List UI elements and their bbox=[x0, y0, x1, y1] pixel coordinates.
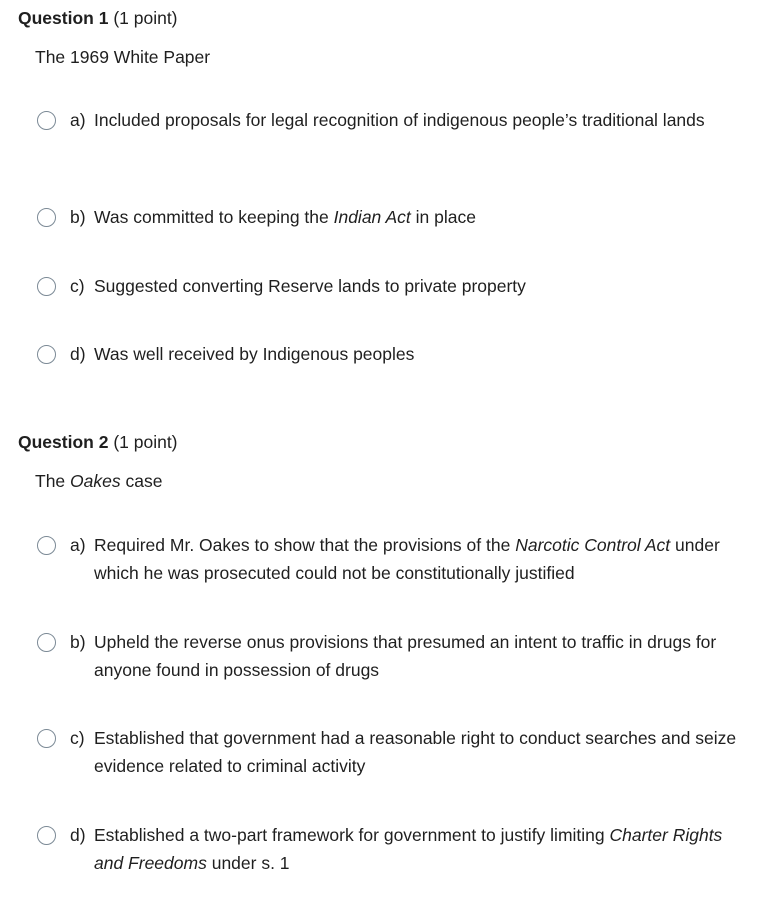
radio-button[interactable] bbox=[37, 826, 56, 845]
option-letter: c) bbox=[70, 728, 85, 748]
question-header bbox=[18, 431, 178, 453]
option-text: Was committed to keeping the Indian Act in place bbox=[94, 207, 476, 227]
option-letter: a) bbox=[70, 535, 86, 555]
question-points: (1 point) bbox=[113, 8, 178, 28]
option-text: Suggested converting Reserve lands to private property bbox=[94, 276, 526, 296]
option-b[interactable] bbox=[37, 207, 752, 231]
option-b[interactable] bbox=[37, 632, 752, 684]
option-letter: b) bbox=[70, 632, 86, 652]
option-text: Included proposals for legal recognition of indigenous people’s traditional lands bbox=[94, 110, 705, 130]
radio-button[interactable] bbox=[37, 345, 56, 364]
question-header bbox=[18, 7, 178, 29]
option-text: Established a two-part framework for government to justify limiting Charter Rights and Freedoms under s. 1 bbox=[94, 825, 723, 873]
option-a[interactable] bbox=[37, 535, 752, 587]
radio-button[interactable] bbox=[37, 633, 56, 652]
option-letter: a) bbox=[70, 110, 86, 130]
question-points: (1 point) bbox=[113, 432, 178, 452]
option-text: Upheld the reverse onus provisions that presumed an intent to traffic in drugs for anyone found in possession of drugs bbox=[94, 632, 717, 680]
radio-button[interactable] bbox=[37, 729, 56, 748]
option-c[interactable] bbox=[37, 276, 752, 300]
option-letter: d) bbox=[70, 825, 86, 845]
radio-button[interactable] bbox=[37, 536, 56, 555]
option-c[interactable] bbox=[37, 728, 752, 780]
option-a[interactable] bbox=[37, 110, 752, 134]
radio-button[interactable] bbox=[37, 111, 56, 130]
option-text: Was well received by Indigenous peoples bbox=[94, 344, 415, 364]
question-title: Question 1 bbox=[18, 8, 109, 28]
radio-button[interactable] bbox=[37, 208, 56, 227]
question-title: Question 2 bbox=[18, 432, 109, 452]
option-letter: d) bbox=[70, 344, 86, 364]
question-prompt: The Oakes case bbox=[35, 471, 163, 491]
option-d[interactable] bbox=[37, 825, 752, 877]
option-text: Established that government had a reasonable right to conduct searches and seize evidence related to criminal activity bbox=[94, 728, 737, 776]
option-letter: c) bbox=[70, 276, 85, 296]
option-d[interactable] bbox=[37, 344, 752, 368]
radio-button[interactable] bbox=[37, 277, 56, 296]
option-text: Required Mr. Oakes to show that the provisions of the Narcotic Control Act under which he was prosecuted could not be constitutionally justified bbox=[94, 535, 720, 583]
question-prompt: The 1969 White Paper bbox=[35, 47, 211, 67]
option-letter: b) bbox=[70, 207, 86, 227]
